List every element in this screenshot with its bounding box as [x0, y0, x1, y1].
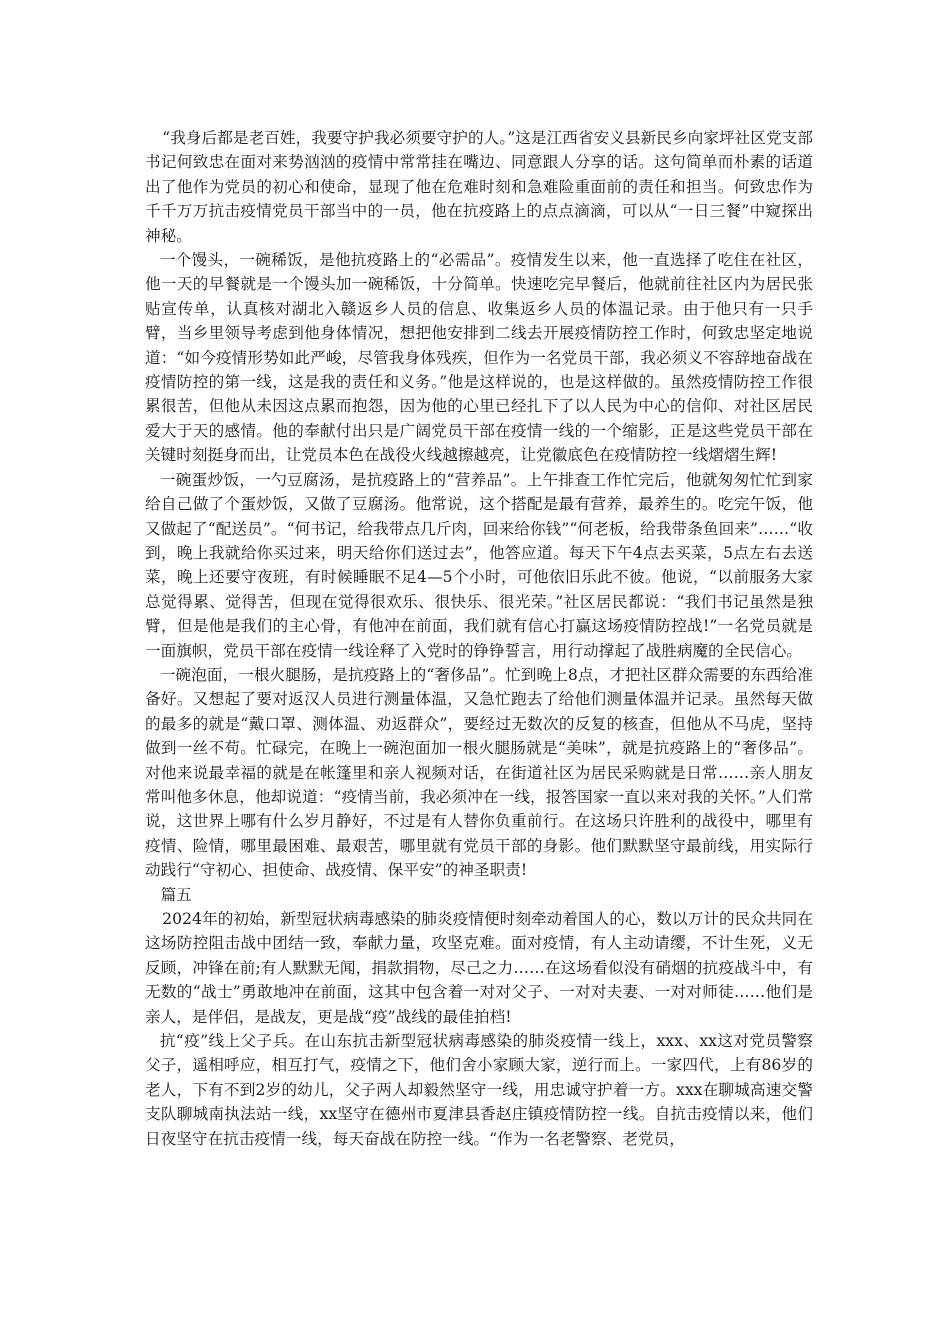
paragraph-dinner: 一碗泡面，一根火腿肠，是抗疫路上的“奢侈品”。忙到晚上8点，才把社区群众需要的东西给准备好。又想起了要对返汉人员进行测量体温，又急忙跑去了给他们测量体温并记录。虽然每天做的最多的就是“戴口罩、测体温、劝返群众”，要经过无数次的反复的核查，但他从不马虎，坚持做到一丝不苟。忙碌完，在晚上一碗泡面加一根火腿肠就是“美味”，就是抗疫路上的“奢侈品”。对他来说最幸福的就是在帐篷里和亲人视频对话，在街道社区为居民采购就是日常……亲人朋友常叫他多休息，他却说道：“疫情当前，我必须冲在一线，报答国家一直以来对我的关怀。”人们常说，这世界上哪有什么岁月静好，不过是有人替你负重前行。在这场只许胜利的战役中，哪里有疫情、险情，哪里最困难、最艰苦，哪里就有党员干部的身影。他们默默坚守最前线，用实际行动践行“守初心、担使命、战疫情、保平安”的神圣职责!: [145, 665, 813, 880]
document-body: [145, 126, 813, 1151]
paragraph-section-intro: 2024年的初始，新型冠状病毒感染的肺炎疫情便时刻牵动着国人的心，数以万计的民众共同在这场防控阻击战中团结一致，奉献力量，攻坚克难。面对疫情，有人主动请缨，不计生死，义无反顾，冲锋在前;有人默默无闻，捐款捐物，尽己之力……在这场看似没有硝烟的抗疫战斗中，有无数的“战士”勇敢地冲在前面，这其中包含着一对对父子、一对对夫妻、一对对师徒……他们是亲人，是伴侣，是战友，更是战“疫”战线的最佳拍档!: [145, 910, 813, 1026]
paragraph-breakfast: 一个馒头，一碗稀饭，是他抗疫路上的“必需品”。疫情发生以来，他一直选择了吃住在社区，他一天的早餐就是一个馒头加一碗稀饭，十分简单。快速吃完早餐后，他就前往社区内为居民张贴宣传单，认真核对湖北入赣返乡人员的信息、收集返乡人员的体温记录。由于他只有一只手臂，当乡里领导考虑到他身体情况，想把他安排到二线去开展疫情防控工作时，何致忠坚定地说道：“如今疫情形势如此严峻，尽管我身体残疾，但作为一名党员干部，我必须义不容辞地奋战在疫情防控的第一线，这是我的责任和义务。”他是这样说的，也是这样做的。虽然疫情防控工作很累很苦，但他从未因这点累而抱怨，因为他的心里已经扎下了以人民为中心的信仰、对社区居民爱大于天的感情。他的奉献付出只是广阔党员干部在疫情一线的一个缩影，正是这些党员干部在关键时刻挺身而出，让党员本色在战役火线越擦越亮，让党徽底色在疫情防控一线熠熠生辉!: [145, 251, 813, 465]
paragraph-father-son: 抗“疫”线上父子兵。在山东抗击新型冠状病毒感染的肺炎疫情一线上，xxx、xx这对党员警察父子，遥相呼应，相互打气，疫情之下，他们舍小家顾大家，逆行而上。一家四代，上有86岁的老人，下有不到2岁的幼儿，父子两人却毅然坚守一线，用忠诚守护着一方。xxx在聊城高速交警支队聊城南执法站一线，xx坚守在德州市夏津县香赵庄镇疫情防控一线。自抗击疫情以来，他们日夜坚守在抗击疫情一线，每天奋战在防控一线。“作为一名老警察、老党员，: [145, 1032, 813, 1148]
section-heading: 篇五: [160, 885, 192, 904]
paragraph-intro: “我身后都是老百姓，我要守护我必须要守护的人。”这是江西省安义县新民乡向家坪社区党支部书记何致忠在面对来势汹汹的疫情中常常挂在嘴边、同意跟人分享的话。这句简单而朴素的话道出了他作为党员的初心和使命，显现了他在危难时刻和急难险重面前的责任和担当。何致忠作为千千万万抗击疫情党员干部当中的一员，他在抗疫路上的点点滴滴，可以从“一日三餐”中窥探出神秘。: [145, 129, 813, 245]
paragraph-lunch: 一碗蛋炒饭，一勺豆腐汤，是抗疫路上的“营养品”。上午排查工作忙完后，他就匆匆忙忙到家给自己做了个蛋炒饭，又做了豆腐汤。他常说，这个搭配是最有营养，最养生的。吃完午饭，他又做起了“配送员”。“何书记，给我带点几斤肉，回来给你钱”“何老板，给我带条鱼回来”……“收到，晚上我就给你买过来，明天给你们送过去”，他答应道。每天下午4点去买菜，5点左右去送菜，晚上还要守夜班，有时候睡眠不足4—5个小时，可他依旧乐此不彼。他说，“以前服务大家总觉得累、觉得苦，但现在觉得很欢乐、很快乐、很光荣。”社区居民都说：“我们书记虽然是独臂，但是他是我们的主心骨，有他冲在前面，我们就有信心打赢这场疫情防控战!”一名党员就是一面旗帜，党员干部在疫情一线诠释了入党时的铮铮誓言，用行动撑起了战胜病魔的全民信心。: [145, 470, 813, 660]
